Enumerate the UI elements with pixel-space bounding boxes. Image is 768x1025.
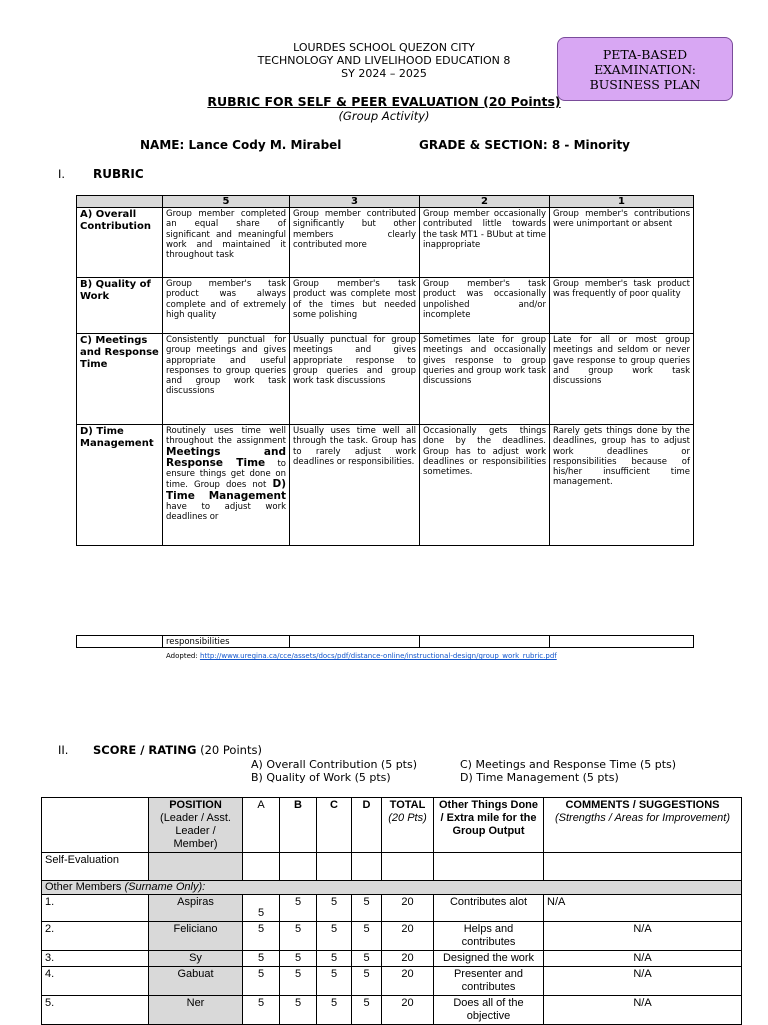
grade-label: GRADE & SECTION: (419, 138, 548, 152)
member-comment: N/A (544, 922, 742, 951)
other-members-label (42, 881, 742, 895)
rubric-cell: Group member's task product was complete most of the times but needed some polishing (290, 278, 420, 334)
rubric-row (77, 278, 694, 334)
rubric-cell: Group member's task product was occasionally unpolished and/or incomplete (420, 278, 550, 334)
rubric-corner-cell (77, 196, 163, 208)
position-header-label: POSITION (169, 799, 222, 811)
member-row (42, 996, 742, 1025)
member-row (42, 951, 742, 967)
member-comment: N/A (544, 951, 742, 967)
member-comment: N/A (544, 967, 742, 996)
criteria-item: D) Time Management (5 pts) (460, 771, 619, 784)
member-score-b: 5 (280, 996, 317, 1025)
score-header-c: C (317, 798, 352, 853)
self-total[interactable] (382, 853, 434, 881)
member-name: Aspiras (149, 895, 243, 922)
rubric-text-bold: D) Time Management (166, 478, 286, 502)
self-score-a[interactable] (243, 853, 280, 881)
member-name: Ner (149, 996, 243, 1025)
member-total: 20 (382, 996, 434, 1025)
criteria-item: A) Overall Contribution (5 pts) (251, 758, 418, 771)
rubric-row (77, 334, 694, 425)
self-score-c[interactable] (317, 853, 352, 881)
member-other: Contributes alot (434, 895, 544, 922)
section-2-points: (20 Points) (200, 743, 262, 757)
member-score-c: 5 (317, 895, 352, 922)
rubric-cell: Usually uses time well all through the task. Group has to rarely adjust work deadlines or responsibilities. (290, 425, 420, 546)
member-row (42, 895, 742, 922)
rubric-continuation-row (77, 636, 694, 648)
rubric-header-row (77, 196, 694, 208)
adopted-source (166, 652, 557, 660)
member-row (42, 922, 742, 951)
member-score-d: 5 (352, 951, 382, 967)
rubric-cell: Group member occasionally contributed little towards the task MT1 - BUbut at time inappropriate (420, 208, 550, 278)
member-number: 4. (42, 967, 149, 996)
rubric-table (76, 195, 694, 546)
criteria-list-left (251, 758, 417, 784)
self-comment[interactable] (544, 853, 742, 881)
student-name: Lance Cody M. Mirabel (188, 138, 342, 152)
rubric-tail-cell (290, 636, 420, 648)
member-other: Does all of the objective (434, 996, 544, 1025)
member-number: 2. (42, 922, 149, 951)
score-header-row (42, 798, 742, 853)
subject-name: TECHNOLOGY AND LIVELIHOOD EDUCATION 8 (257, 54, 511, 67)
comments-header-sub: (Strengths / Areas for Improvement) (554, 812, 731, 824)
member-total: 20 (382, 951, 434, 967)
rubric-cell: Group member contributed significantly but other members clearly contributed more (290, 208, 420, 278)
comments-header (544, 798, 742, 853)
total-header-sub: (20 Pts) (388, 812, 427, 824)
other-members-text: Other Members (45, 881, 125, 893)
total-header (382, 798, 434, 853)
criteria-list-right (460, 758, 676, 784)
member-score-b: 5 (280, 895, 317, 922)
rubric-cell: Rarely gets things done by the deadlines, group has to adjust work deadlines or responsibilities because of his/her insufficient time management. (550, 425, 694, 546)
position-header (149, 798, 243, 853)
exam-box-line: PETA-BASED (602, 47, 688, 62)
member-row (42, 967, 742, 996)
rubric-cell (163, 425, 290, 546)
member-score-a: 5 (243, 895, 280, 922)
member-number: 5. (42, 996, 149, 1025)
rubric-continuation-table (76, 635, 694, 648)
rubric-text: have to adjust work deadlines or (166, 502, 286, 523)
position-header-sub: (Leader / Asst. Leader / Member) (160, 812, 231, 850)
member-name: Feliciano (149, 922, 243, 951)
member-score-d: 5 (352, 996, 382, 1025)
criteria-item: B) Quality of Work (5 pts) (251, 771, 391, 784)
grade-section-line (419, 138, 630, 152)
criteria-item: C) Meetings and Response Time (5 pts) (460, 758, 677, 771)
member-score-a: 5 (243, 951, 280, 967)
member-score-c: 5 (317, 951, 352, 967)
rubric-criterion: A) Overall Contribution (77, 208, 163, 278)
school-year: SY 2024 – 2025 (341, 67, 427, 80)
member-other: Helps and contributes (434, 922, 544, 951)
rubric-row (77, 425, 694, 546)
member-comment: N/A (544, 996, 742, 1025)
rubric-score-header: 3 (290, 196, 420, 208)
member-score-a: 5 (243, 922, 280, 951)
member-other: Designed the work (434, 951, 544, 967)
rubric-text: to ensure things get done on time. Group does not (166, 458, 287, 491)
member-number: 3. (42, 951, 149, 967)
rubric-cell: Consistently punctual for group meetings and gives appropriate and useful responses to group queries and group work task discussions (163, 334, 290, 425)
self-evaluation-row (42, 853, 742, 881)
school-name: LOURDES SCHOOL QUEZON CITY (293, 41, 475, 54)
section-2-heading (93, 743, 262, 757)
self-score-d[interactable] (352, 853, 382, 881)
member-number: 1. (42, 895, 149, 922)
other-members-italic: (Surname Only): (124, 881, 206, 893)
rubric-score-header: 1 (550, 196, 694, 208)
rubric-text-bold: Meetings and Response Time (166, 445, 286, 469)
member-score-d: 5 (352, 922, 382, 951)
rubric-cell: Sometimes late for group meetings and occasionally gives response to group queries and group work task discussions (420, 334, 550, 425)
rubric-cell: Usually punctual for group meetings and gives appropriate response to group queries and group work task discussions (290, 334, 420, 425)
adopted-link[interactable]: http://www.uregina.ca/cce/assets/docs/pdf/distance-online/instructional-design/group_work_rubric.pdf (199, 652, 557, 660)
rubric-criterion: D) Time Management (77, 425, 163, 546)
document-title: RUBRIC FOR SELF & PEER EVALUATION (20 Points) (207, 94, 561, 109)
member-score-d: 5 (352, 895, 382, 922)
section-2-number: II. (58, 743, 69, 757)
rubric-tail-cell (420, 636, 550, 648)
self-score-b[interactable] (280, 853, 317, 881)
rubric-cell: Late for all or most group meetings and seldom or never gave response to group queries and group work task discussions (550, 334, 694, 425)
rubric-tail-cell: responsibilities (163, 636, 290, 648)
score-header-b: B (280, 798, 317, 853)
member-score-b: 5 (280, 967, 317, 996)
exam-box-line: EXAMINATION: (594, 62, 696, 77)
self-position-cell[interactable] (149, 853, 243, 881)
self-evaluation-label: Self-Evaluation (42, 853, 149, 881)
grade-section: 8 - Minority (551, 138, 631, 152)
member-score-a: 5 (243, 967, 280, 996)
member-score-b: 5 (280, 922, 317, 951)
rubric-cell: Group member completed an equal share of significant and meaningful work and maintained it throughout task (163, 208, 290, 278)
rubric-tail-cell (550, 636, 694, 648)
member-total: 20 (382, 967, 434, 996)
member-total: 20 (382, 895, 434, 922)
name-label: NAME: (140, 138, 185, 152)
member-other: Presenter and contributes (434, 967, 544, 996)
adopted-label: Adopted: (166, 652, 198, 660)
member-name: Gabuat (149, 967, 243, 996)
member-name: Sy (149, 951, 243, 967)
member-score-a: 5 (243, 996, 280, 1025)
section-1-number: I. (58, 167, 66, 181)
rubric-criterion: C) Meetings and Response Time (77, 334, 163, 425)
other-things-header: Other Things Done / Extra mile for the Group Output (434, 798, 544, 853)
member-score-c: 5 (317, 967, 352, 996)
score-header-d: D (352, 798, 382, 853)
rubric-cell: Occasionally gets things done by the deadlines. Group has to adjust work deadlines or responsibilities sometimes. (420, 425, 550, 546)
other-members-row (42, 881, 742, 895)
rubric-criterion: B) Quality of Work (77, 278, 163, 334)
score-table (41, 797, 742, 1025)
member-total: 20 (382, 922, 434, 951)
comments-header-label: COMMENTS / SUGGESTIONS (565, 799, 720, 811)
score-header-a: A (243, 798, 280, 853)
member-score-c: 5 (317, 922, 352, 951)
member-score-c: 5 (317, 996, 352, 1025)
exam-box-line: BUSINESS PLAN (589, 77, 701, 92)
rubric-row (77, 208, 694, 278)
section-1-title: RUBRIC (93, 167, 144, 181)
total-header-label: TOTAL (389, 799, 426, 811)
rubric-score-header: 5 (163, 196, 290, 208)
rubric-text: Routinely uses time well throughout the assignment (166, 426, 286, 447)
rubric-tail-cell (77, 636, 163, 648)
member-score-b: 5 (280, 951, 317, 967)
exam-type-box (557, 37, 733, 101)
rubric-score-header: 2 (420, 196, 550, 208)
score-header-blank (42, 798, 149, 853)
rubric-cell: Group member's task product was frequently of poor quality (550, 278, 694, 334)
self-other[interactable] (434, 853, 544, 881)
section-2-title: SCORE / RATING (93, 743, 197, 757)
student-name-line (140, 138, 341, 152)
document-subtitle: (Group Activity) (338, 109, 430, 123)
member-comment: N/A (544, 895, 742, 922)
rubric-cell: Group member's contributions were unimportant or absent (550, 208, 694, 278)
member-score-d: 5 (352, 967, 382, 996)
rubric-cell: Group member's task product was always complete and of extremely high quality (163, 278, 290, 334)
